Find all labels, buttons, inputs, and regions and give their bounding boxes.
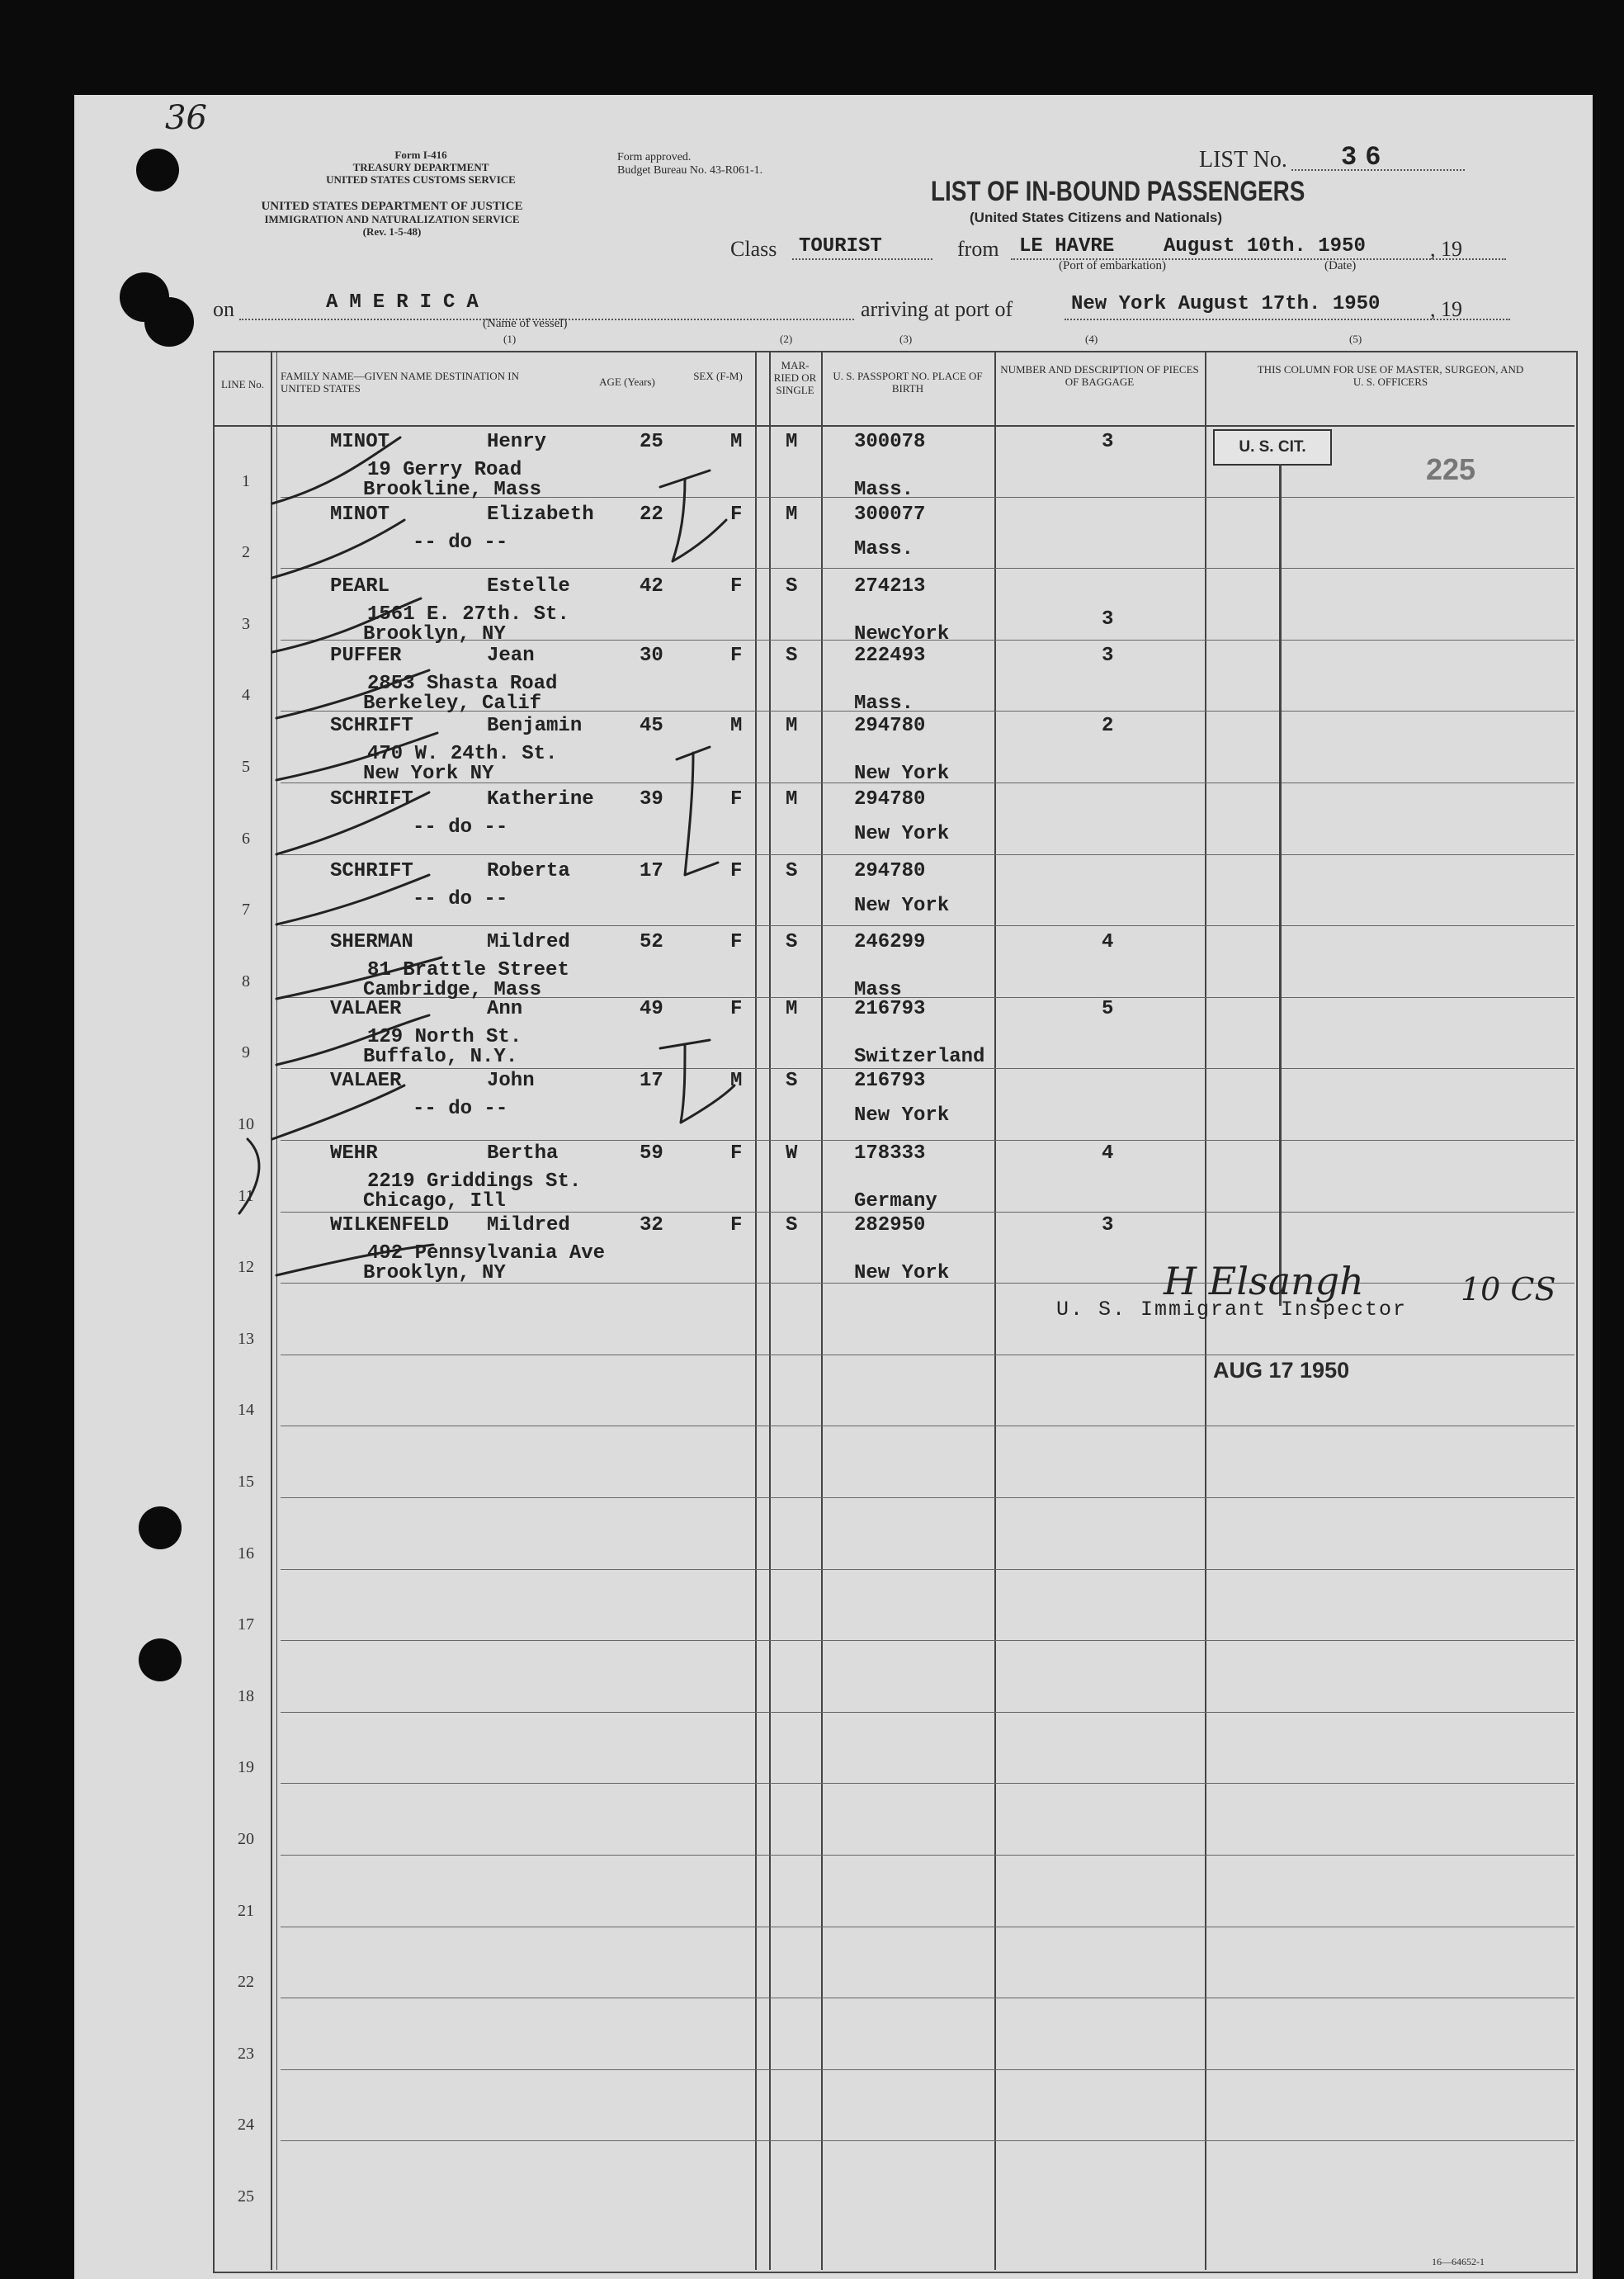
marital-status: S (786, 575, 798, 598)
place-of-birth: New York (854, 1104, 950, 1127)
family-name: SCHRIFT (330, 860, 413, 882)
destination-line: 19 Gerry Road (367, 459, 522, 481)
line-number: 17 (238, 1615, 254, 1634)
destination-line: 2219 Griddings St. (367, 1170, 582, 1193)
line-number: 3 (242, 615, 250, 633)
destination-line: New York NY (363, 763, 494, 785)
row-divider (281, 1569, 1574, 1570)
passport-number: 246299 (854, 931, 926, 953)
corner-note: 36 (165, 99, 207, 137)
sex: F (730, 998, 743, 1020)
destination-line: 492 Pennsylvania Ave (367, 1242, 606, 1265)
line-number: 8 (242, 972, 250, 991)
on-label: on (213, 297, 234, 321)
document-subtitle: (United States Citizens and Nationals) (970, 210, 1223, 225)
family-name: PUFFER (330, 645, 402, 667)
col-header-married: MAR- RIED OR SINGLE (773, 359, 817, 396)
marital-status: S (786, 931, 798, 953)
passport-number: 300078 (854, 431, 926, 453)
given-name: Estelle (487, 575, 570, 598)
family-name: PEARL (330, 575, 390, 598)
given-name: Elizabeth (487, 504, 594, 526)
col-marker: (2) (780, 333, 793, 345)
passport-number: 294780 (854, 860, 926, 882)
line-number: 20 (238, 1830, 254, 1848)
destination-line: 470 W. 24th. St. (367, 743, 558, 765)
age: 17 (640, 1070, 663, 1092)
line-number: 11 (238, 1187, 254, 1205)
baggage-count: 3 (1102, 431, 1114, 453)
family-name: SCHRIFT (330, 715, 413, 737)
col-header-line-no: LINE No. (221, 378, 264, 390)
from-label: from (957, 237, 999, 261)
place-of-birth: New York (854, 823, 950, 845)
row-divider (281, 1855, 1574, 1856)
line-number: 6 (242, 830, 250, 848)
passport-number: 222493 (854, 645, 926, 667)
line-number: 24 (238, 2116, 254, 2134)
place-of-birth: New York (854, 763, 950, 785)
row-divider (281, 1068, 1574, 1069)
destination-line: Chicago, Ill (363, 1190, 506, 1213)
baggage-count: 4 (1102, 1142, 1114, 1165)
age: 30 (640, 645, 663, 667)
row-divider (281, 854, 1574, 855)
line-number: 16 (238, 1544, 254, 1563)
destination-line: -- do -- (413, 532, 508, 554)
row-divider (281, 925, 1574, 926)
baggage-count: 3 (1102, 645, 1114, 667)
line-number: 22 (238, 1973, 254, 1991)
passport-number: 178333 (854, 1142, 926, 1165)
class-value: TOURIST (799, 235, 882, 258)
passport-number: 274213 (854, 575, 926, 598)
family-name: MINOT (330, 431, 390, 453)
given-name: John (487, 1070, 535, 1092)
age: 39 (640, 788, 663, 811)
class-label: Class (730, 237, 777, 261)
ins-line: IMMIGRATION AND NATURALIZATION SERVICE (264, 213, 520, 225)
baggage-count: 4 (1102, 931, 1114, 953)
age: 59 (640, 1142, 663, 1165)
doj-block (206, 201, 578, 238)
passport-number: 294780 (854, 788, 926, 811)
given-name: Bertha (487, 1142, 559, 1165)
line-number: 19 (238, 1758, 254, 1776)
sex: F (730, 1142, 743, 1165)
marital-status: S (786, 860, 798, 882)
punch-hole (136, 149, 179, 191)
row-divider (281, 1140, 1574, 1141)
vessel-name: AMERICA (326, 291, 490, 314)
place-of-birth: NewcYork (854, 623, 950, 645)
baggage-count: 3 (1102, 1214, 1114, 1236)
sex: F (730, 860, 743, 882)
print-code: 16—64652-1 (1432, 2256, 1485, 2267)
age: 49 (640, 998, 663, 1020)
row-divider (281, 1497, 1574, 1498)
destination-line: Berkeley, Calif (363, 693, 542, 715)
approval-block (617, 151, 762, 177)
passport-number: 282950 (854, 1214, 926, 1236)
baggage-count: 2 (1102, 715, 1114, 737)
punch-hole (139, 1506, 182, 1549)
destination-line: -- do -- (413, 888, 508, 910)
destination-line: Brookline, Mass (363, 479, 542, 501)
passport-number: 216793 (854, 998, 926, 1020)
marital-status: M (786, 788, 798, 811)
form-number: Form I-416 (394, 149, 447, 161)
sex: M (730, 431, 743, 453)
inspector-signature: H Elsangh (1164, 1259, 1364, 1303)
line-number: 10 (238, 1115, 254, 1133)
place-of-birth: Mass. (854, 693, 914, 715)
sex: F (730, 504, 743, 526)
row-divider (281, 2140, 1574, 2141)
approval-line: Form approved. (617, 151, 692, 163)
form-id-block (322, 149, 520, 186)
signature-note: 10 CS (1461, 1271, 1556, 1307)
line-number: 9 (242, 1043, 250, 1061)
family-name: WEHR (330, 1142, 378, 1165)
destination-line: Buffalo, N.Y. (363, 1046, 518, 1068)
col-marker: (5) (1349, 333, 1362, 345)
inspector-title: U. S. Immigrant Inspector (1056, 1298, 1408, 1322)
given-name: Katherine (487, 788, 594, 811)
place-of-birth: Mass. (854, 538, 914, 560)
date-caption: (Date) (1324, 259, 1357, 272)
list-no-label: LIST No. (1199, 147, 1287, 173)
col-marker: (1) (503, 333, 517, 345)
place-of-birth: New York (854, 1262, 950, 1284)
passport-number: 216793 (854, 1070, 926, 1092)
punch-hole (144, 297, 194, 347)
sex: F (730, 575, 743, 598)
year-suffix: , 19 (1430, 237, 1462, 261)
line-number: 18 (238, 1687, 254, 1705)
baggage-count: 3 (1102, 608, 1114, 631)
marital-status: S (786, 1070, 798, 1092)
destination-line: 1561 E. 27th. St. (367, 603, 569, 626)
col-marker: (4) (1085, 333, 1098, 345)
family-name: WILKENFELD (330, 1214, 450, 1236)
document-title: LIST OF IN-BOUND PASSENGERS (931, 176, 1305, 207)
place-of-birth: New York (854, 895, 950, 917)
year-suffix: , 19 (1430, 297, 1462, 321)
col-header-name: FAMILY NAME—GIVEN NAME DESTINATION IN UNITED STATES (281, 370, 520, 395)
passport-number: 300077 (854, 504, 926, 526)
place-of-birth: Mass. (854, 479, 914, 501)
list-no-value: 36 (1341, 142, 1390, 173)
given-name: Jean (487, 645, 535, 667)
destination-line: Brooklyn, NY (363, 623, 506, 645)
family-name: SCHRIFT (330, 788, 413, 811)
family-name: MINOT (330, 504, 390, 526)
row-divider (281, 568, 1574, 569)
age: 45 (640, 715, 663, 737)
given-name: Mildred (487, 1214, 570, 1236)
row-divider (281, 1783, 1574, 1784)
family-name: VALAER (330, 998, 402, 1020)
reference-number: 225 (1426, 452, 1476, 486)
col-header-sex: SEX (F-M) (693, 370, 743, 382)
age: 52 (640, 931, 663, 953)
age: 22 (640, 504, 663, 526)
departure-date: August 10th. 1950 (1164, 235, 1366, 258)
line-number: 14 (238, 1401, 254, 1419)
citizen-stamp: U. S. CIT. (1213, 429, 1332, 466)
age: 25 (640, 431, 663, 453)
vessel-caption: (Name of vessel) (483, 317, 568, 330)
destination-line: Brooklyn, NY (363, 1262, 506, 1284)
given-name: Roberta (487, 860, 570, 882)
given-name: Henry (487, 431, 547, 453)
arriving-label: arriving at port of (861, 297, 1013, 321)
doj-line: UNITED STATES DEPARTMENT OF JUSTICE (261, 200, 523, 213)
destination-line: 129 North St. (367, 1026, 522, 1048)
sex: M (730, 715, 743, 737)
arrival-port-date: New York August 17th. 1950 (1071, 293, 1381, 315)
line-number: 15 (238, 1473, 254, 1491)
line-number: 23 (238, 2045, 254, 2063)
col-marker: (3) (899, 333, 913, 345)
sex: F (730, 1214, 743, 1236)
family-name: SHERMAN (330, 931, 413, 953)
marital-status: S (786, 1214, 798, 1236)
punch-hole (139, 1638, 182, 1681)
place-of-birth: Mass (854, 979, 902, 1001)
line-number: 5 (242, 758, 250, 776)
col-header-baggage: NUMBER AND DESCRIPTION OF PIECES OF BAGGAGE (1000, 363, 1199, 388)
marital-status: M (786, 998, 798, 1020)
col-header-passport: U. S. PASSPORT NO. PLACE OF BIRTH (833, 370, 983, 395)
col-header-age: AGE (Years) (599, 376, 655, 388)
destination-line: -- do -- (413, 1098, 508, 1120)
sex: F (730, 645, 743, 667)
marital-status: M (786, 431, 798, 453)
budget-line: Budget Bureau No. 43-R061-1. (617, 164, 763, 177)
line-number: 13 (238, 1330, 254, 1348)
service: UNITED STATES CUSTOMS SERVICE (326, 173, 516, 186)
line-number: 25 (238, 2187, 254, 2206)
line-number: 12 (238, 1258, 254, 1276)
ditto-line (1279, 464, 1282, 1306)
destination-line: Cambridge, Mass (363, 979, 542, 1001)
sex: F (730, 931, 743, 953)
date-stamp: AUG 17 1950 (1213, 1358, 1350, 1383)
given-name: Mildred (487, 931, 570, 953)
given-name: Benjamin (487, 715, 583, 737)
port-caption: (Port of embarkation) (1059, 259, 1166, 272)
line-number: 2 (242, 543, 250, 561)
sex: F (730, 788, 743, 811)
age: 17 (640, 860, 663, 882)
col-header-officer: THIS COLUMN FOR USE OF MASTER, SURGEON, AND U. S. OFFICERS (1257, 363, 1524, 388)
age: 42 (640, 575, 663, 598)
line-number: 4 (242, 686, 250, 704)
place-of-birth: Germany (854, 1190, 937, 1213)
department: TREASURY DEPARTMENT (352, 161, 489, 173)
rev-line: (Rev. 1-5-48) (362, 225, 422, 238)
line-number: 7 (242, 901, 250, 919)
line-number: 21 (238, 1902, 254, 1920)
marital-status: M (786, 715, 798, 737)
destination-line: -- do -- (413, 816, 508, 839)
age: 32 (640, 1214, 663, 1236)
line-number: 1 (242, 472, 250, 490)
row-divider (281, 1712, 1574, 1713)
marital-status: W (786, 1142, 798, 1165)
port-of-embarkation: LE HAVRE (1019, 235, 1115, 258)
family-name: VALAER (330, 1070, 402, 1092)
sex: M (730, 1070, 743, 1092)
marital-status: M (786, 504, 798, 526)
row-divider (281, 1640, 1574, 1641)
passport-number: 294780 (854, 715, 926, 737)
destination-line: 2853 Shasta Road (367, 673, 558, 695)
destination-line: 81 Brattle Street (367, 959, 569, 981)
baggage-count: 5 (1102, 998, 1114, 1020)
marital-status: S (786, 645, 798, 667)
given-name: Ann (487, 998, 523, 1020)
place-of-birth: Switzerland (854, 1046, 985, 1068)
row-divider (281, 2069, 1574, 2070)
